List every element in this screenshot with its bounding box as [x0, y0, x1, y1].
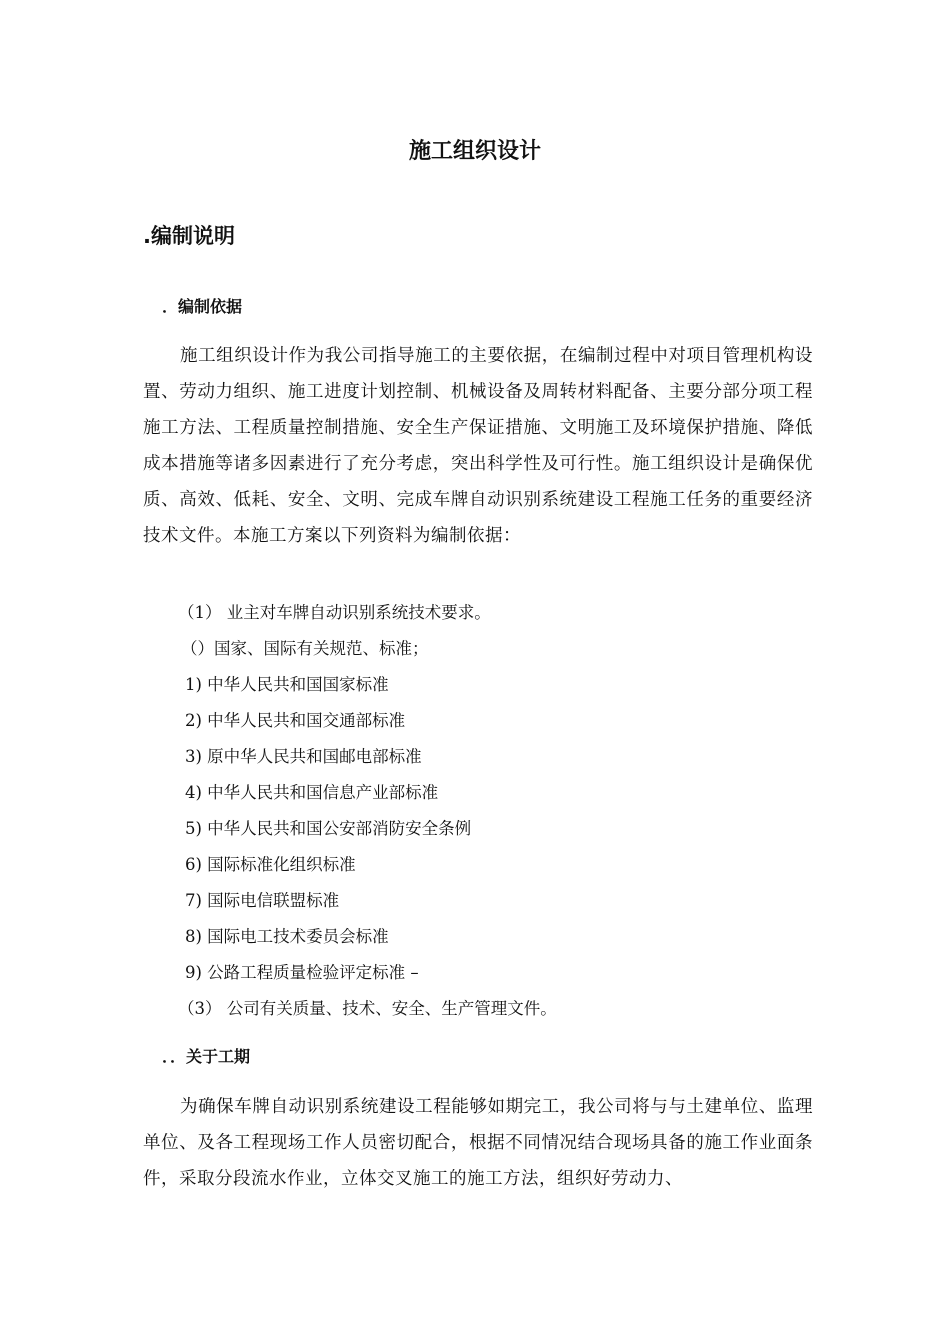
list-item: 8) 国际电工技术委员会标准 [185, 927, 389, 946]
schedule-paragraph: 为确保车牌自动识别系统建设工程能够如期完工，我公司将与与土建单位、监理单位、及各工程现场工作人员密切配合，根据不同情况结合现场具备的施工作业面条件，采取分段流水作业，立体交叉施工的施工方法，组织好劳动力、 [143, 1097, 813, 1189]
subsection-heading-basis: ．编制依据 [162, 297, 243, 316]
section-heading: .编制说明 [143, 224, 235, 248]
list-item: 4) 中华人民共和国信息产业部标准 [185, 783, 439, 802]
list-item: （）国家、国际有关规范、标准； [181, 639, 429, 658]
list-item: 7) 国际电信联盟标准 [185, 891, 340, 910]
document-title: 施工组织设计 [408, 139, 541, 164]
list-item: 5) 中华人民共和国公安部消防安全条例 [185, 819, 472, 838]
list-item: （3） 公司有关质量、技术、安全、生产管理文件。 [178, 999, 557, 1018]
list-item: 9) 公路工程质量检验评定标准 – [185, 963, 419, 982]
list-item: 6) 国际标准化组织标准 [185, 855, 356, 874]
list-item: 1) 中华人民共和国国家标准 [185, 675, 389, 694]
basis-paragraph: 施工组织设计作为我公司指导施工的主要依据，在编制过程中对项目管理机构设置、劳动力组织、施工进度计划控制、机械设备及周转材料配备、主要分部分项工程施工方法、工程质量控制措施、安全生产保证措施、文明施工及环境保护措施、降低成本措施等诸多因素进行了充分考虑，突出科学性及可行性。施工组织设计是确保优质、高效、低耗、安全、文明、完成车牌自动识别系统建设工程施工任务的重要经济技术文件。本施工方案以下列资料为编制依据： [143, 346, 813, 546]
list-item: 2) 中华人民共和国交通部标准 [185, 711, 406, 730]
subsection-heading-schedule: ．．关于工期 [162, 1047, 251, 1066]
list-item: （1） 业主对车牌自动识别系统技术要求。 [178, 603, 491, 622]
list-item: 3) 原中华人民共和国邮电部标准 [185, 747, 422, 766]
